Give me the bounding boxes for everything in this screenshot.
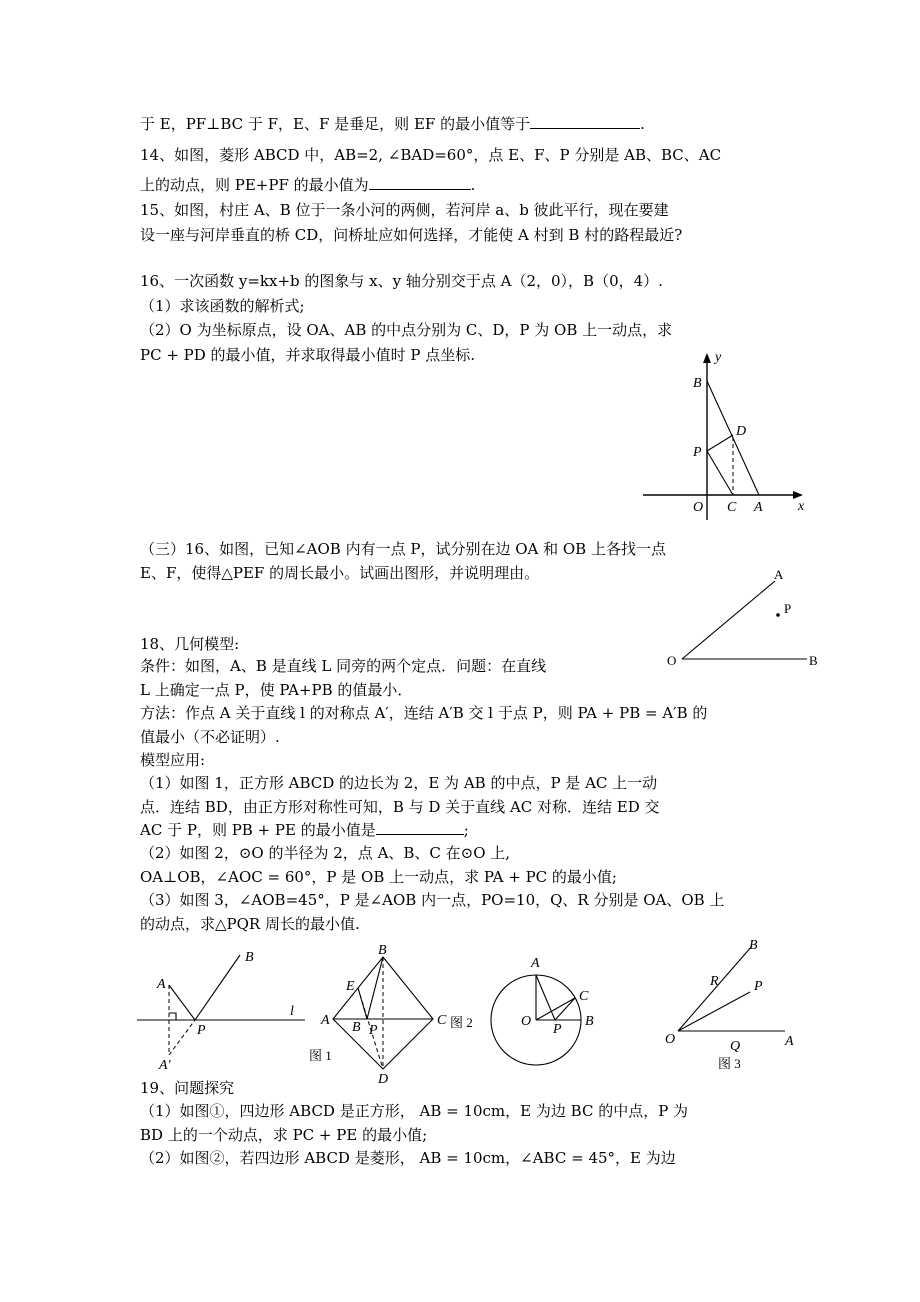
- q16-coordinate-figure: [635, 345, 815, 525]
- figure-3: [660, 930, 800, 1075]
- label-a: A: [754, 500, 763, 515]
- q16-line4: PC + PD 的最小值，并求取得最小值时 P 点坐标.: [140, 346, 475, 364]
- segment-pc: [707, 451, 733, 495]
- q16-line1: 16、一次函数 y=kx+b 的图象与 x、y 轴分别交于点 A（2，0），B（0，4）.: [140, 272, 663, 290]
- label-p: P: [553, 1022, 562, 1037]
- q19-line1: 19、问题探究: [140, 1079, 235, 1097]
- label-b-top: B: [378, 943, 387, 958]
- q18-line9: AC 于 P，则 PB + PE 的最小值是 ;: [140, 821, 469, 839]
- label-l: l: [290, 1004, 294, 1019]
- label-p: P: [754, 979, 763, 994]
- q18-line5: 值最小（不必证明）.: [140, 728, 280, 746]
- label-a: A: [321, 1013, 330, 1028]
- y-axis-arrow-icon: [703, 353, 711, 363]
- point-p: [776, 613, 780, 617]
- q16b-line1: （三）16、如图，已知∠AOB 内有一点 P，试分别在边 OA 和 OB 上各找一点: [140, 540, 666, 558]
- q18-line4: 方法：作点 A 关于直线 l 的对称点 A′，连结 A′B 交 l 于点 P，则 PA + PB = A′B 的: [140, 704, 708, 722]
- caption-fig1: 图 1: [309, 1048, 332, 1063]
- label-b: B: [245, 950, 254, 965]
- figure-1: [305, 945, 450, 1090]
- label-c: C: [437, 1013, 447, 1028]
- q18-line10: （2）如图 2，⊙O 的半径为 2，点 A、B、C 在⊙O 上,: [140, 844, 511, 862]
- caption-fig3: 图 3: [718, 1056, 741, 1071]
- label-p: P: [784, 601, 792, 616]
- q15-line1: 15、如图，村庄 A、B 位于一条小河的两侧，若河岸 a、b 彼此平行，现在要建: [140, 201, 669, 219]
- angle-aob-figure: [665, 565, 825, 670]
- q18-line2: 条件：如图，A、B 是直线 L 同旁的两个定点．问题：在直线: [140, 657, 547, 675]
- label-o: O: [665, 1032, 676, 1047]
- q18-line8: 点．连结 BD，由正方形对称性可知，B 与 D 关于直线 AC 对称．连结 ED 交: [140, 798, 660, 816]
- radius-oc: [536, 998, 575, 1020]
- q14-line1: 14、如图，菱形 ABCD 中，AB=2, ∠BAD=60°，点 E、F、P 分别是 AB、BC、AC: [140, 146, 722, 164]
- label-d: D: [736, 424, 747, 439]
- label-e: E: [346, 979, 355, 994]
- label-b-inner: B: [352, 1020, 361, 1035]
- model-figure: [135, 945, 310, 1075]
- q14-line2: 上的动点，则 PE+PF 的最小值为 .: [140, 176, 476, 194]
- q18-line6: 模型应用:: [140, 751, 206, 769]
- label-a-prime: A′: [159, 1058, 171, 1073]
- q19-line2: （1）如图①，四边形 ABCD 是正方形， AB = 10cm，E 为边 BC 的中点，P 为: [140, 1102, 689, 1120]
- label-b: B: [809, 653, 818, 668]
- right-angle-mark: [169, 1013, 176, 1020]
- q18-line1: 18、几何模型:: [140, 635, 240, 653]
- label-d: D: [378, 1072, 389, 1087]
- label-a: A: [531, 956, 540, 971]
- segment-op: [678, 992, 750, 1031]
- label-a: A: [785, 1034, 794, 1049]
- label-o: O: [693, 500, 704, 515]
- label-b: B: [749, 938, 758, 953]
- label-b: B: [693, 376, 702, 391]
- q18-line12: （3）如图 3，∠AOB=45°，P 是∠AOB 内一点，PO=10，Q、R 分别是 OA、OB 上: [140, 891, 725, 909]
- segment-pd: [707, 435, 733, 451]
- label-a: A: [157, 977, 166, 992]
- q18-line11: OA⊥OB，∠AOC = 60°，P 是 OB 上一动点，求 PA + PC 的最小值;: [140, 868, 617, 886]
- q16-line3: （2）O 为坐标原点，设 OA、AB 的中点分别为 C、D，P 为 OB 上一动点，求: [140, 321, 673, 339]
- q16-line2: （1）求该函数的解析式;: [140, 297, 305, 315]
- label-r: R: [710, 974, 719, 989]
- segment-pc: [555, 998, 575, 1020]
- label-c: C: [727, 500, 737, 515]
- q16b-line2: E、F，使得△PEF 的周长最小。试画出图形，并说明理由。: [140, 564, 540, 582]
- label-y: y: [715, 350, 722, 365]
- label-o: O: [521, 1014, 532, 1029]
- q19-line4: （2）如图②，若四边形 ABCD 是菱形， AB = 10cm，∠ABC = 45°，E 为边: [140, 1149, 676, 1167]
- figure-2: [445, 945, 615, 1075]
- answer-blank[interactable]: [369, 175, 471, 190]
- answer-blank[interactable]: [530, 114, 640, 129]
- q13-tail: 于 E，PF⊥BC 于 F，E、F 是垂足，则 EF 的最小值等于 .: [140, 115, 645, 133]
- label-p: P: [693, 445, 702, 460]
- segment-a2p-dashed: [169, 1020, 195, 1055]
- segment-ap: [169, 985, 195, 1020]
- label-q: Q: [730, 1039, 741, 1054]
- q15-line2: 设一座与河岸垂直的桥 CD，问桥址应如何选择，才能使 A 村到 B 村的路程最近?: [140, 226, 683, 244]
- x-axis-arrow-icon: [793, 491, 803, 499]
- q18-line7: （1）如图 1，正方形 ABCD 的边长为 2，E 为 AB 的中点，P 是 AC 上一动: [140, 774, 658, 792]
- label-c: C: [579, 989, 589, 1004]
- q18-line3: L 上确定一点 P，使 PA+PB 的值最小．: [140, 681, 413, 699]
- label-o: O: [667, 653, 677, 668]
- answer-blank[interactable]: [376, 820, 464, 835]
- label-a: A: [774, 567, 784, 582]
- q18-line13: 的动点，求△PQR 周长的最小值.: [140, 915, 360, 933]
- segment-ap: [536, 975, 555, 1020]
- caption-fig2: 图 2: [450, 1015, 473, 1030]
- label-x: x: [798, 499, 805, 514]
- segment-pb: [195, 955, 240, 1020]
- q19-line3: BD 上的一个动点，求 PC + PE 的最小值;: [140, 1126, 428, 1144]
- ray-oa: [682, 581, 775, 659]
- label-p: P: [197, 1023, 206, 1038]
- label-p: P: [369, 1023, 378, 1038]
- label-b: B: [585, 1014, 594, 1029]
